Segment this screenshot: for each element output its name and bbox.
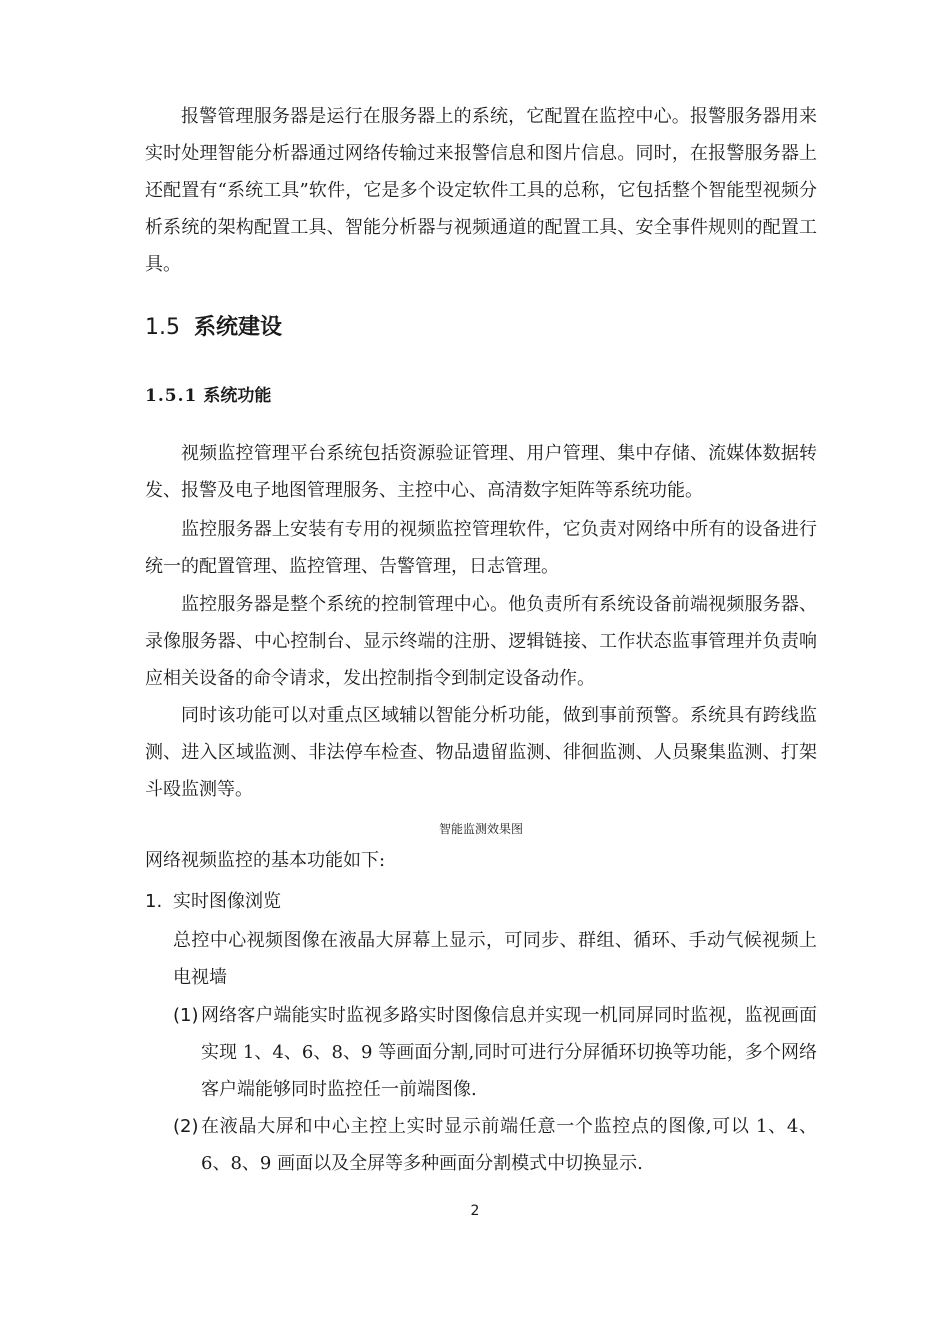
sub-item-text: 网络客户端能实时监视多路实时图像信息并实现一机同屏同时监视，监视画面实现 1、4、6、8、9 等画面分割,同时可进行分屏循环切换等功能，多个网络客户端能够同时监控任一前端图像.: [201, 1005, 817, 1100]
subsection-number: 1.5.1: [145, 386, 198, 406]
figure-caption: 智能监测效果图: [438, 822, 523, 836]
paragraph-control-center: 监控服务器是整个系统的控制管理中心。他负责所有系统设备前端视频服务器、录像服务器、中心控制台、显示终端的注册、逻辑链接、工作状态监事管理并负责响应相关设备的命令请求，发出控制指令到制定设备动作。: [145, 594, 817, 689]
list-item-realtime-browse: [145, 883, 817, 920]
paragraph-alarm-server: 报警管理服务器是运行在服务器上的系统，它配置在监控中心。报警服务器用来实时处理智能分析器通过网络传输过来报警信息和图片信息。同时，在报警服务器上还配置有“系统工具”软件，它是多个设定软件工具的总称，它包括整个智能型视频分析系统的架构配置工具、智能分析器与视频通道的配置工具、安全事件规则的配置工具。: [145, 106, 817, 275]
paragraph-monitor-software: 监控服务器上安装有专用的视频监控管理软件，它负责对网络中所有的设备进行统一的配置管理、监控管理、告警管理，日志管理。: [145, 519, 817, 577]
list-item-title: 实时图像浏览: [173, 891, 281, 912]
sub-item-2: [173, 1108, 817, 1182]
list-marker: 1.: [145, 891, 163, 912]
section-number: 1.5: [145, 315, 180, 340]
paragraph-smart-analysis: 同时该功能可以对重点区域辅以智能分析功能，做到事前预警。系统具有跨线监测、进入区域监测、非法停车检查、物品遗留监测、徘徊监测、人员聚集监测、打架斗殴监测等。: [145, 705, 817, 800]
sub-item-1: [173, 997, 817, 1108]
sub-item-marker: (1): [173, 1005, 199, 1026]
subsection-title: 系统功能: [203, 386, 272, 406]
list-item-description: 总控中心视频图像在液晶大屏幕上显示，可同步、群组、循环、手动气候视频上电视墙: [173, 930, 817, 988]
page-number: 2: [470, 1203, 480, 1219]
sub-item-marker: (2): [173, 1116, 199, 1137]
sub-item-text: 在液晶大屏和中心主控上实时显示前端任意一个监控点的图像,可以 1、4、6、8、9 画面以及全屏等多种画面分割模式中切换显示.: [201, 1116, 817, 1174]
section-heading: [145, 312, 282, 344]
subsection-heading: [145, 382, 271, 410]
section-title: 系统建设: [194, 315, 283, 340]
basic-functions-intro: 网络视频监控的基本功能如下:: [145, 850, 386, 871]
paragraph-platform-functions: 视频监控管理平台系统包括资源验证管理、用户管理、集中存储、流媒体数据转发、报警及电子地图管理服务、主控中心、高清数字矩阵等系统功能。: [145, 443, 817, 501]
